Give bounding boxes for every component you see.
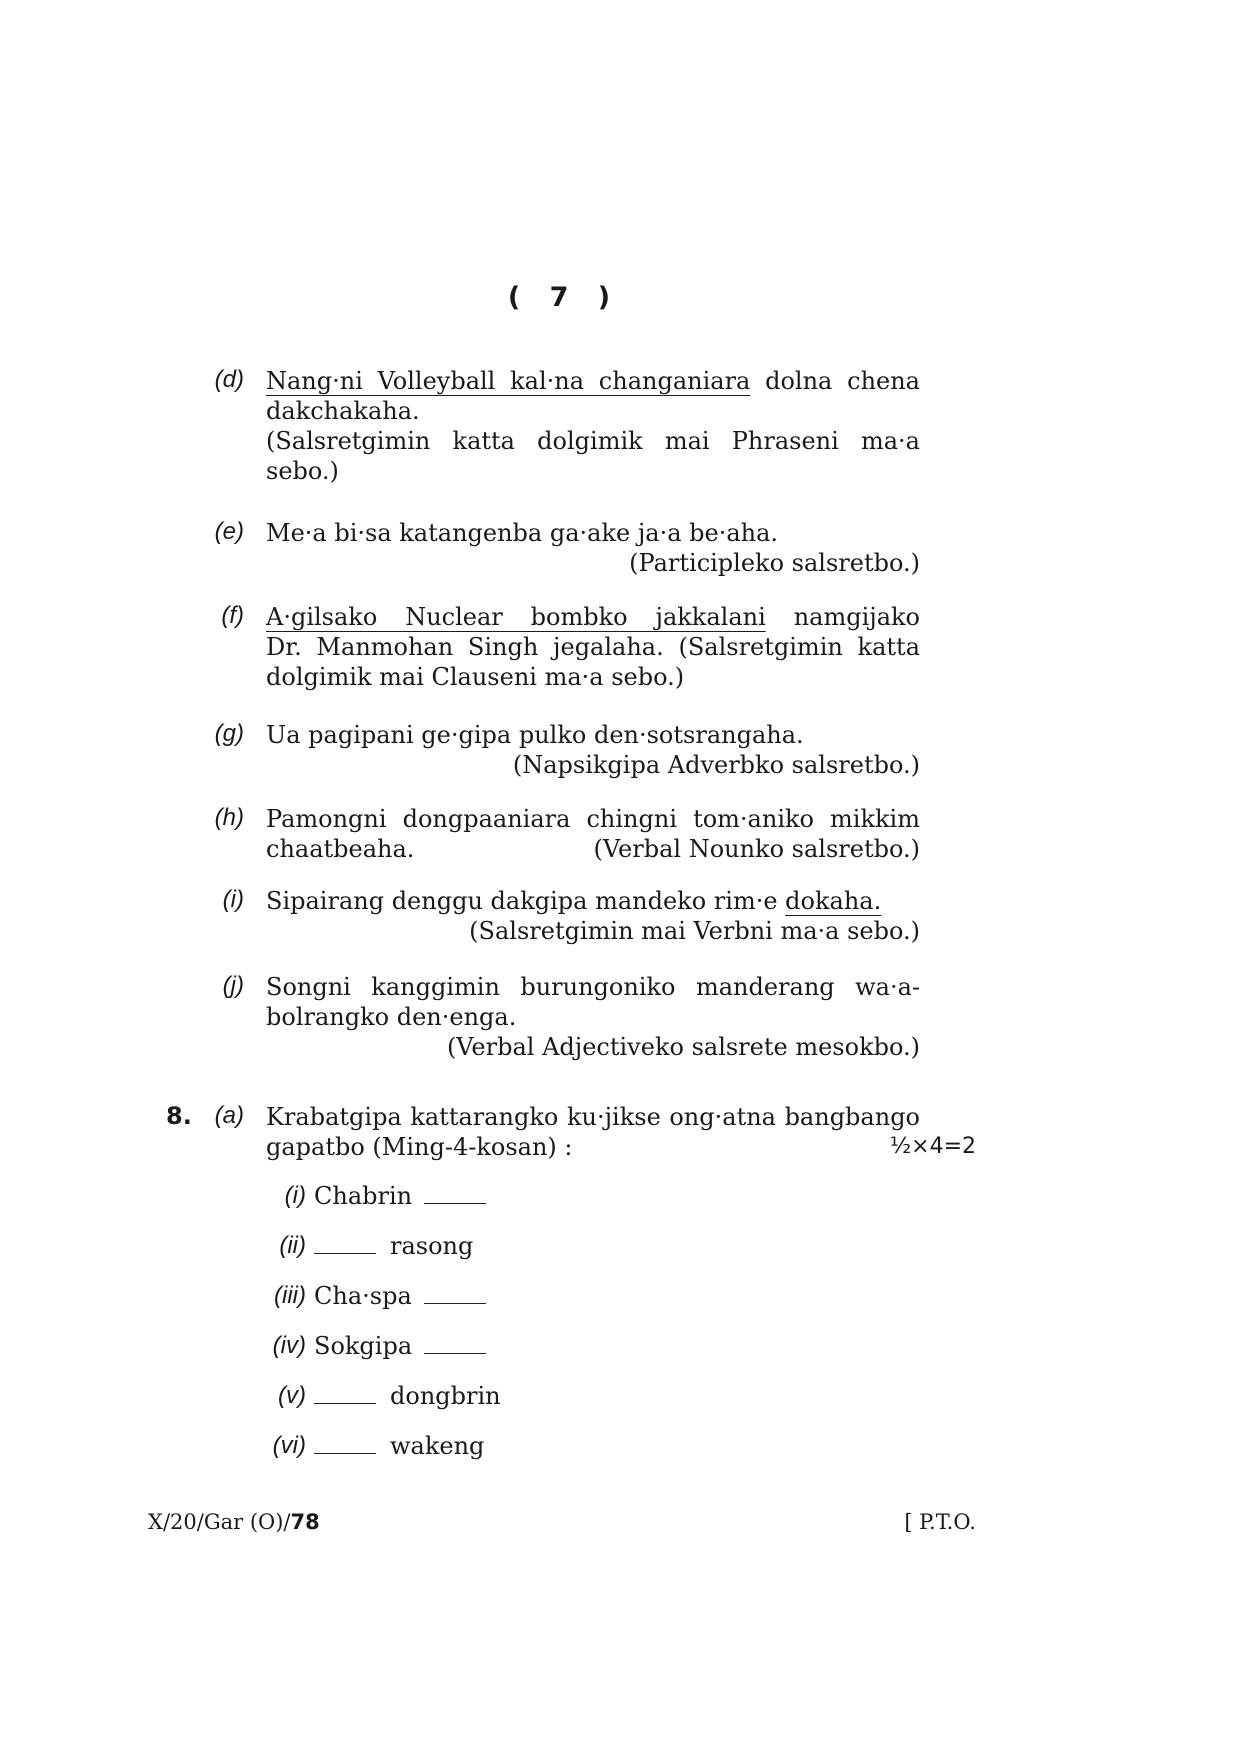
item-label: (j) [222,972,244,999]
sub-question-label: (v) [278,1382,306,1409]
answer-blank [314,1235,376,1254]
item-line: Me·a bi·sa katangenba ga·ake ja·a be·aha. [266,519,779,547]
paper-code [148,1510,320,1534]
pto-note: [ P.T.O. [904,1510,976,1534]
item-text [266,602,920,692]
sub-question-text [314,1432,484,1460]
sub-question [0,1432,1241,1464]
item-label: (h) [214,804,244,831]
item-line [266,834,920,864]
underlined-phrase: A·gilsako Nuclear bombko jakkalani [266,603,766,631]
item-instruction: (Verbal Adjectiveko salsrete mesokbo.) [446,1033,920,1061]
item-text [266,1102,920,1162]
item-instruction: (Salsretgimin mai Verbni ma·a sebo.) [469,917,920,945]
item-label: (f) [221,602,244,629]
sub-question-label: (iii) [274,1282,306,1309]
sub-question-label: (ii) [279,1232,306,1259]
item-text [266,886,920,946]
answer-blank [314,1385,376,1404]
item-label: (g) [214,720,244,747]
sub-question-word: dongbrin [390,1382,501,1410]
item-line: gapatbo (Ming-4-kosan) : [266,1133,573,1161]
sub-question [0,1282,1241,1314]
item-line: Krabatgipa kattarangko ku·jikse ong·atna bangbango [266,1103,920,1131]
sub-question-word: rasong [390,1232,474,1260]
sub-question-text [314,1232,473,1260]
item-text [266,720,920,780]
marks-allocation: ½×4=2 [889,1134,976,1159]
sub-question [0,1332,1241,1364]
sub-question-text [314,1332,498,1360]
answer-blank [424,1335,486,1354]
page-number: ( 7 ) [507,282,621,313]
answer-blank [314,1435,376,1454]
item-instruction: (Napsikgipa Adverbko salsretbo.) [512,751,920,779]
item-label: (a) [214,1102,244,1129]
item-line: (Salsretgimin katta dolgimik mai Phraseni ma·a [266,427,920,455]
item-label: (i) [222,886,244,913]
sub-question-label: (iv) [272,1332,306,1359]
answer-blank [424,1185,486,1204]
item-line: A·gilsako Nuclear bombko jakkalani namgijako [266,603,920,631]
answer-blank [424,1285,486,1304]
paper-code-number: 78 [290,1510,320,1534]
item-line: bolrangko den·enga. [266,1003,517,1031]
item-text [266,972,920,1062]
sub-question-word: Cha·spa [314,1282,412,1310]
item-text [266,518,920,578]
item-text [266,366,920,486]
sub-question-word: Sokgipa [314,1332,413,1360]
item-label: (e) [214,518,244,545]
sub-question-text [314,1282,498,1310]
item-line: Dr. Manmohan Singh jegalaha. (Salsretgimin katta [266,633,920,661]
sub-question [0,1232,1241,1264]
item-line: Songni kanggimin burungoniko manderang wa·a- [266,973,920,1001]
item-line: dakchakaha. [266,397,420,425]
item-line: Pamongni dongpaaniara chingni tom·aniko mikkim [266,805,920,833]
item-instruction: (Verbal Nounko salsretbo.) [593,835,920,863]
underlined-word: dokaha. [785,887,882,915]
sub-question [0,1182,1241,1214]
sub-question [0,1382,1241,1414]
sub-question-label: (i) [284,1182,306,1209]
item-line: Sipairang denggu dakgipa mandeko rim·e dokaha. [266,887,882,915]
item-line-text: chaatbeaha. [266,835,415,863]
item-line: Ua pagipani ge·gipa pulko den·sotsrangaha. [266,721,804,749]
item-instruction: (Participleko salsretbo.) [629,549,920,577]
sub-question-word: wakeng [390,1432,485,1460]
paper-code-prefix: X/20/Gar (O)/ [148,1510,291,1534]
item-line: dolgimik mai Clauseni ma·a sebo.) [266,663,685,691]
item-line: Nang·ni Volleyball kal·na changaniara dolna chena [266,367,920,395]
sub-question-word: Chabrin [314,1182,413,1210]
item-label: (d) [214,366,244,393]
item-line: sebo.) [266,457,339,485]
question-number: 8. [166,1102,192,1130]
sub-question-text [314,1382,501,1410]
sub-question-text [314,1182,498,1210]
sub-question-label: (vi) [272,1432,306,1459]
item-text [266,804,920,864]
